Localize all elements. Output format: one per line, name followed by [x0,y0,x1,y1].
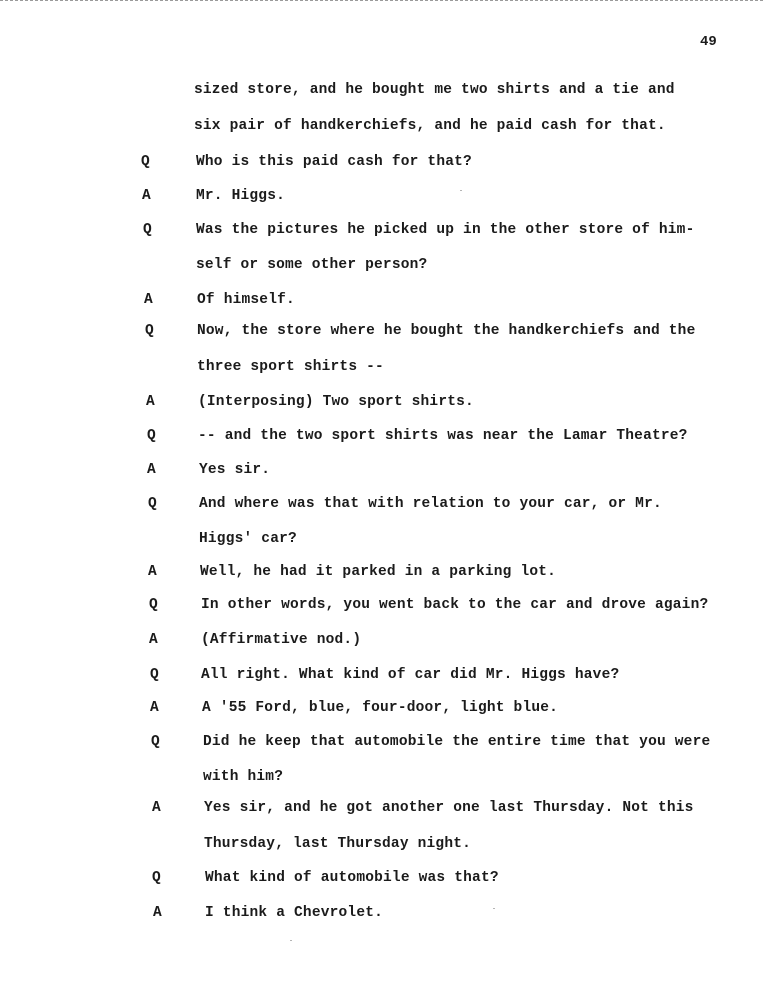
transcript-line [0,222,763,242]
line-text: A '55 Ford, blue, four-door, light blue. [202,700,559,716]
transcript-line [0,632,763,652]
line-text: In other words, you went back to the car and drove again? [201,597,709,613]
scan-speck [460,190,462,191]
line-text: Yes sir. [199,462,271,478]
transcript-line [0,323,763,343]
transcript-line [0,597,763,617]
scan-speck [290,940,292,941]
transcript-line [0,870,763,890]
speaker-label: Q [152,870,161,886]
transcript-line [0,564,763,584]
line-text: Of himself. [197,292,295,308]
page-top-border [0,0,763,1]
line-text: I think a Chevrolet. [205,905,384,921]
line-text: Higgs' car? [199,531,297,547]
speaker-label: Q [145,323,154,339]
line-text: -- and the two sport shirts was near the Lamar Theatre? [198,428,688,444]
line-text: (Interposing) Two sport shirts. [198,394,474,410]
speaker-label: A [153,905,162,921]
line-text: Mr. Higgs. [196,188,286,204]
line-text: three sport shirts -- [197,359,384,375]
transcript-line [0,769,763,789]
speaker-label: Q [151,734,160,750]
transcript-line [0,428,763,448]
transcript-line [0,531,763,551]
line-text: All right. What kind of car did Mr. Higgs have? [201,667,620,683]
line-text: with him? [203,769,284,785]
speaker-label: Q [149,597,158,613]
line-text: Who is this paid cash for that? [196,154,472,170]
transcript-line [0,188,763,208]
speaker-label: A [144,292,153,308]
line-text: Yes sir, and he got another one last Thursday. Not this [204,800,694,816]
transcript-line [0,359,763,379]
transcript-line [0,257,763,277]
line-text: Thursday, last Thursday night. [204,836,472,852]
speaker-label: A [148,564,157,580]
speaker-label: Q [148,496,157,512]
line-text: And where was that with relation to your car, or Mr. [199,496,662,512]
transcript-line [0,496,763,516]
speaker-label: A [142,188,151,204]
transcript-line [0,700,763,720]
transcript-line [0,118,763,138]
speaker-label: A [152,800,161,816]
line-text: Well, he had it parked in a parking lot. [200,564,557,580]
transcript-line [0,800,763,820]
line-text: six pair of handkerchiefs, and he paid cash for that. [194,118,666,134]
speaker-label: A [149,632,158,648]
speaker-label: Q [143,222,152,238]
speaker-label: A [147,462,156,478]
line-text: Was the pictures he picked up in the other store of him- [196,222,695,238]
speaker-label: Q [150,667,159,683]
transcript-line [0,292,763,312]
transcript-line [0,394,763,414]
line-text: What kind of automobile was that? [205,870,499,886]
speaker-label: A [146,394,155,410]
page-number: 49 [700,34,717,50]
transcript-line [0,734,763,754]
line-text: Did he keep that automobile the entire time that you were [203,734,711,750]
speaker-label: A [150,700,159,716]
scan-speck [493,908,495,909]
transcript-line [0,836,763,856]
line-text: Now, the store where he bought the handkerchiefs and the [197,323,696,339]
transcript-line [0,82,763,102]
speaker-label: Q [141,154,150,170]
line-text: self or some other person? [196,257,428,273]
line-text: sized store, and he bought me two shirts and a tie and [194,82,675,98]
transcript-line [0,667,763,687]
line-text: (Affirmative nod.) [201,632,362,648]
transcript-line [0,462,763,482]
transcript-line [0,154,763,174]
transcript-line [0,905,763,925]
speaker-label: Q [147,428,156,444]
